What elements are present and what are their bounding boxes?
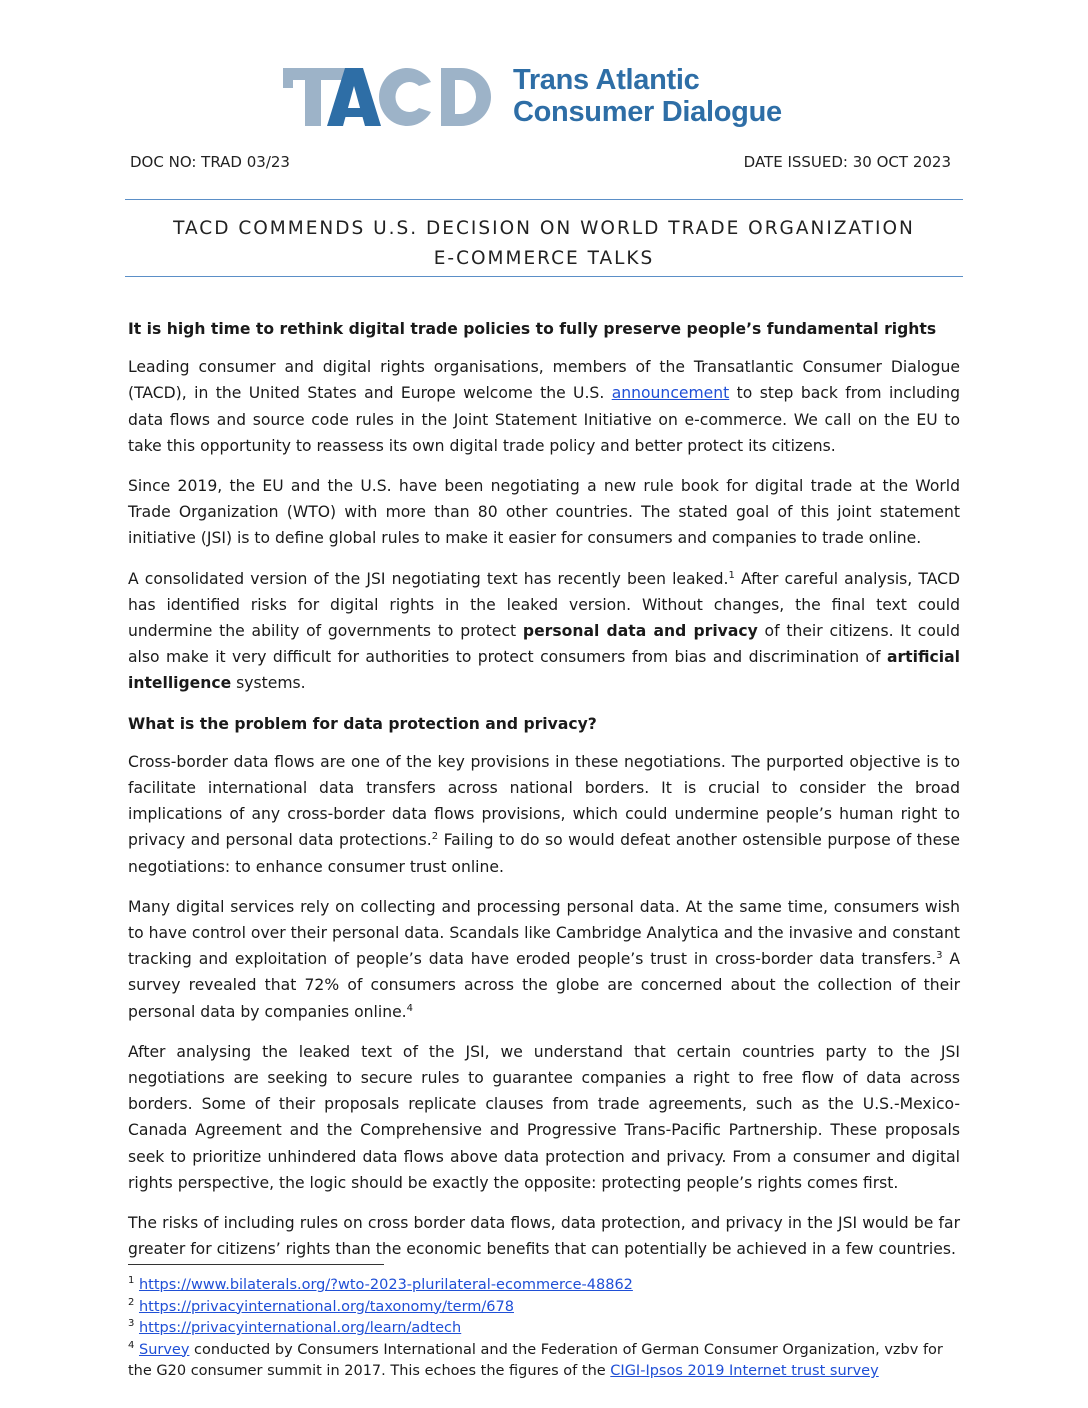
p1-text-b: to step back from including data flows and source code rules in the Joint Statement Initiative on e-commerce. We call on the EU to take this opportunity to reassess its own digital trade policy and better protect its citizens. xyxy=(128,384,960,455)
title-line-2: E-COMMERCE TALKS xyxy=(433,248,655,269)
footnote-4 xyxy=(128,1340,960,1383)
footnote-1 xyxy=(128,1275,960,1297)
p3-text-d: systems. xyxy=(231,674,306,693)
footnote-4-cigi-link[interactable]: CIGI-Ipsos 2019 Internet trust survey xyxy=(610,1363,879,1379)
title-rule-top xyxy=(125,199,963,200)
section-heading: What is the problem for data protection and privacy? xyxy=(128,714,597,733)
footnote-4-text: conducted by Consumers International and the Federation of German Consumer Organization, vzbv for the G20 consumer summit in 2017. This echoes the figures of the xyxy=(128,1341,943,1379)
footnote-3-link[interactable]: https://privacyinternational.org/learn/adtech xyxy=(138,1320,462,1336)
paragraph-5 xyxy=(128,894,960,1025)
p1-text-a: Leading consumer and digital rights organisations, members of the Transatlantic Consumer Dialogue (TACD), in the United States and Europe welcome the U.S. xyxy=(128,358,960,403)
footnote-ref-2[interactable]: 2 xyxy=(431,831,439,843)
subtitle: It is high time to rethink digital trade policies to fully preserve people’s fundamental rights xyxy=(128,320,937,338)
paragraph-3 xyxy=(128,566,960,697)
announcement-link[interactable]: announcement xyxy=(611,384,730,403)
date-issued: DATE ISSUED: 30 OCT 2023 xyxy=(743,153,951,171)
footnote-ref-4[interactable]: 4 xyxy=(406,1002,414,1014)
p5-text-b: A survey revealed that 72% of consumers across the globe are concerned about the collection of their personal data by companies online. xyxy=(128,950,961,1021)
footnote-ref-3[interactable]: 3 xyxy=(936,950,943,962)
tacd-logo xyxy=(283,62,823,132)
p4-text-a: Cross-border data flows are one of the key provisions in these negotiations. The purported objective is to facilitate international data transfers across national borders. It is crucial to consider the broad implications of any cross-border data flows provisions, which could undermine people’s human right to privacy and personal data protections. xyxy=(128,752,960,850)
title-line-1: TACD COMMENDS U.S. DECISION ON WORLD TRADE ORGANIZATION xyxy=(173,218,915,239)
page-title xyxy=(125,214,963,274)
footnote-4-survey-link[interactable]: Survey xyxy=(138,1341,190,1358)
paragraph-1 xyxy=(128,354,960,459)
footnote-3-number: 3 xyxy=(128,1318,135,1330)
logo-line-2: Consumer Dialogue xyxy=(513,96,782,128)
logo-wordmark xyxy=(513,64,782,128)
paragraph-4 xyxy=(128,749,960,880)
p4-text-b: Failing to do so would defeat another ostensible purpose of these negotiations: to enhance consumer trust online. xyxy=(128,831,960,876)
p3-bold-ai: artificial intelligence xyxy=(128,648,960,693)
logo-line-1: Trans Atlantic xyxy=(513,64,700,96)
p3-bold-personal-data: personal data and privacy xyxy=(522,622,758,641)
document-body xyxy=(128,316,960,1277)
title-rule-bottom xyxy=(125,276,963,277)
footnote-3 xyxy=(128,1318,960,1340)
footnote-ref-1[interactable]: 1 xyxy=(728,569,735,581)
p3-text-b: After careful analysis, TACD has identified risks for digital rights in the leaked version. Without changes, the final text could undermine the ability of governments to protect xyxy=(128,569,960,641)
footnotes xyxy=(128,1275,960,1383)
footnote-1-number: 1 xyxy=(128,1275,135,1287)
doc-number: DOC NO: TRAD 03/23 xyxy=(130,153,290,171)
paragraph-7: The risks of including rules on cross border data flows, data protection, and privacy in the JSI would be far greater for citizens’ rights than the economic benefits that can potentially be achieved in a few countries. xyxy=(128,1214,960,1259)
footnote-2 xyxy=(128,1297,960,1319)
footnote-2-number: 2 xyxy=(128,1296,135,1308)
footnote-2-link[interactable]: https://privacyinternational.org/taxonomy/term/678 xyxy=(138,1298,514,1315)
footnote-separator xyxy=(128,1264,384,1265)
p3-text-a: A consolidated version of the JSI negotiating text has recently been leaked. xyxy=(128,569,729,588)
p5-text-a: Many digital services rely on collecting and processing personal data. At the same time, consumers wish to have control over their personal data. Scandals like Cambridge Analytica and the invasive and constant tracking and exploitation of people’s data have eroded people’s trust in cross-border data transfers. xyxy=(128,897,960,969)
footnote-1-link[interactable]: https://www.bilaterals.org/?wto-2023-plurilateral-ecommerce-48862 xyxy=(138,1277,633,1293)
p3-text-c: of their citizens. It could also make it very difficult for authorities to protect consumers from bias and discrimination of xyxy=(128,622,961,667)
paragraph-6: After analysing the leaked text of the JSI, we understand that certain countries party to the JSI negotiations are seeking to secure rules to guarantee companies a right to free flow of data across borders. Some of their proposals replicate clauses from trade agreements, such as the U.S.-Mexico-Canada Agreement and the Comprehensive and Progressive Trans-Pacific Partnership. These proposals seek to prioritize unhindered data flows above data protection and privacy. From a consumer and digital rights perspective, the logic should be exactly the opposite: protecting people’s rights comes first. xyxy=(128,1042,960,1192)
tacd-logo-mark xyxy=(283,64,493,128)
footnote-4-number: 4 xyxy=(128,1339,135,1351)
paragraph-2: Since 2019, the EU and the U.S. have been negotiating a new rule book for digital trade at the World Trade Organization (WTO) with more than 80 other countries. The stated goal of this joint statement initiative (JSI) is to define global rules to make it easier for consumers and companies to trade online. xyxy=(128,477,960,548)
